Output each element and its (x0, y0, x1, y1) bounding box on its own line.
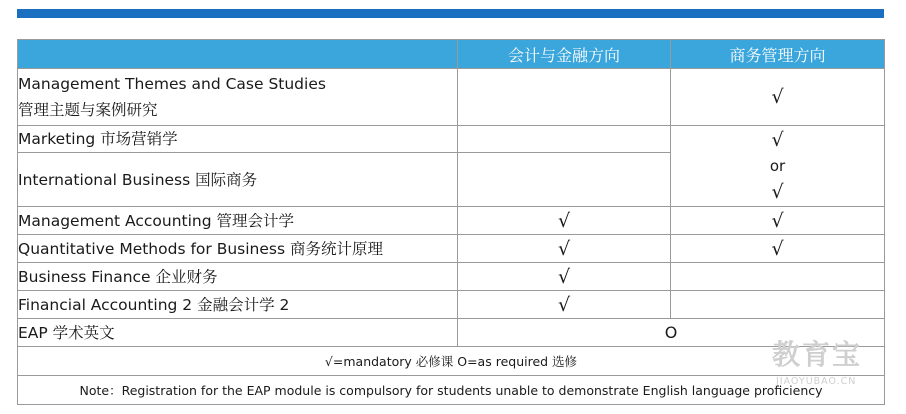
course-name-cell: Marketing 市场营销学 (18, 126, 458, 153)
course-name-zh: 管理主题与案例研究 (18, 101, 158, 119)
course-name-cell: Business Finance 企业财务 (18, 263, 458, 291)
accounting-mark (458, 153, 671, 207)
table-row (18, 235, 885, 263)
table-row (18, 126, 885, 153)
table-row (18, 69, 885, 126)
check-mark: √ (771, 86, 784, 108)
accounting-mark (458, 235, 671, 263)
table-row (18, 207, 885, 235)
check-mark: √ (557, 293, 571, 316)
top-accent-bar (17, 9, 884, 18)
note-row (18, 376, 885, 405)
accounting-mark (458, 69, 671, 126)
watermark-url: JIAOYUBAO.CN (776, 376, 857, 387)
course-name-cell: Quantitative Methods for Business 商务统计原理 (18, 235, 458, 263)
check-mark: √ (557, 209, 571, 232)
check-mark: √ (771, 181, 784, 203)
course-name-cell: EAP 学术英文 (18, 319, 458, 347)
business-mark (671, 263, 885, 291)
watermark-logo: 教育宝 (772, 338, 863, 371)
header-blank (18, 40, 458, 69)
business-mark (671, 207, 885, 235)
accounting-mark (458, 263, 671, 291)
business-mark (671, 291, 885, 319)
check-mark: √ (771, 209, 784, 232)
course-name-cell: International Business 国际商务 (18, 153, 458, 207)
legend-text: √=mandatory 必修课 O=as required 选修 (18, 347, 885, 376)
table-header-row (18, 40, 885, 69)
table-row (18, 291, 885, 319)
table-row (18, 263, 885, 291)
business-mark (671, 69, 885, 126)
check-mark: √ (771, 129, 784, 151)
check-mark: √ (557, 265, 571, 288)
business-mark (671, 235, 885, 263)
or-label: or (769, 157, 786, 175)
accounting-mark (458, 126, 671, 153)
check-mark: √ (557, 237, 571, 260)
course-name-cell: Financial Accounting 2 金融会计学 2 (18, 291, 458, 319)
course-table (17, 39, 885, 405)
header-business-management: 商务管理方向 (671, 40, 885, 69)
check-mark: √ (771, 237, 784, 260)
course-name-en: Management Themes and Case Studies (18, 75, 326, 93)
accounting-mark (458, 291, 671, 319)
shared-mark: O (458, 319, 885, 347)
course-name-cell (18, 69, 458, 126)
header-accounting-finance: 会计与金融方向 (458, 40, 671, 69)
legend-row (18, 347, 885, 376)
course-name-cell: Management Accounting 管理会计学 (18, 207, 458, 235)
note-text: Note：Registration for the EAP module is compulsory for students unable to demonstrate English language proficiency (18, 376, 885, 405)
business-mark-merged (671, 126, 885, 207)
table-row (18, 319, 885, 347)
accounting-mark (458, 207, 671, 235)
